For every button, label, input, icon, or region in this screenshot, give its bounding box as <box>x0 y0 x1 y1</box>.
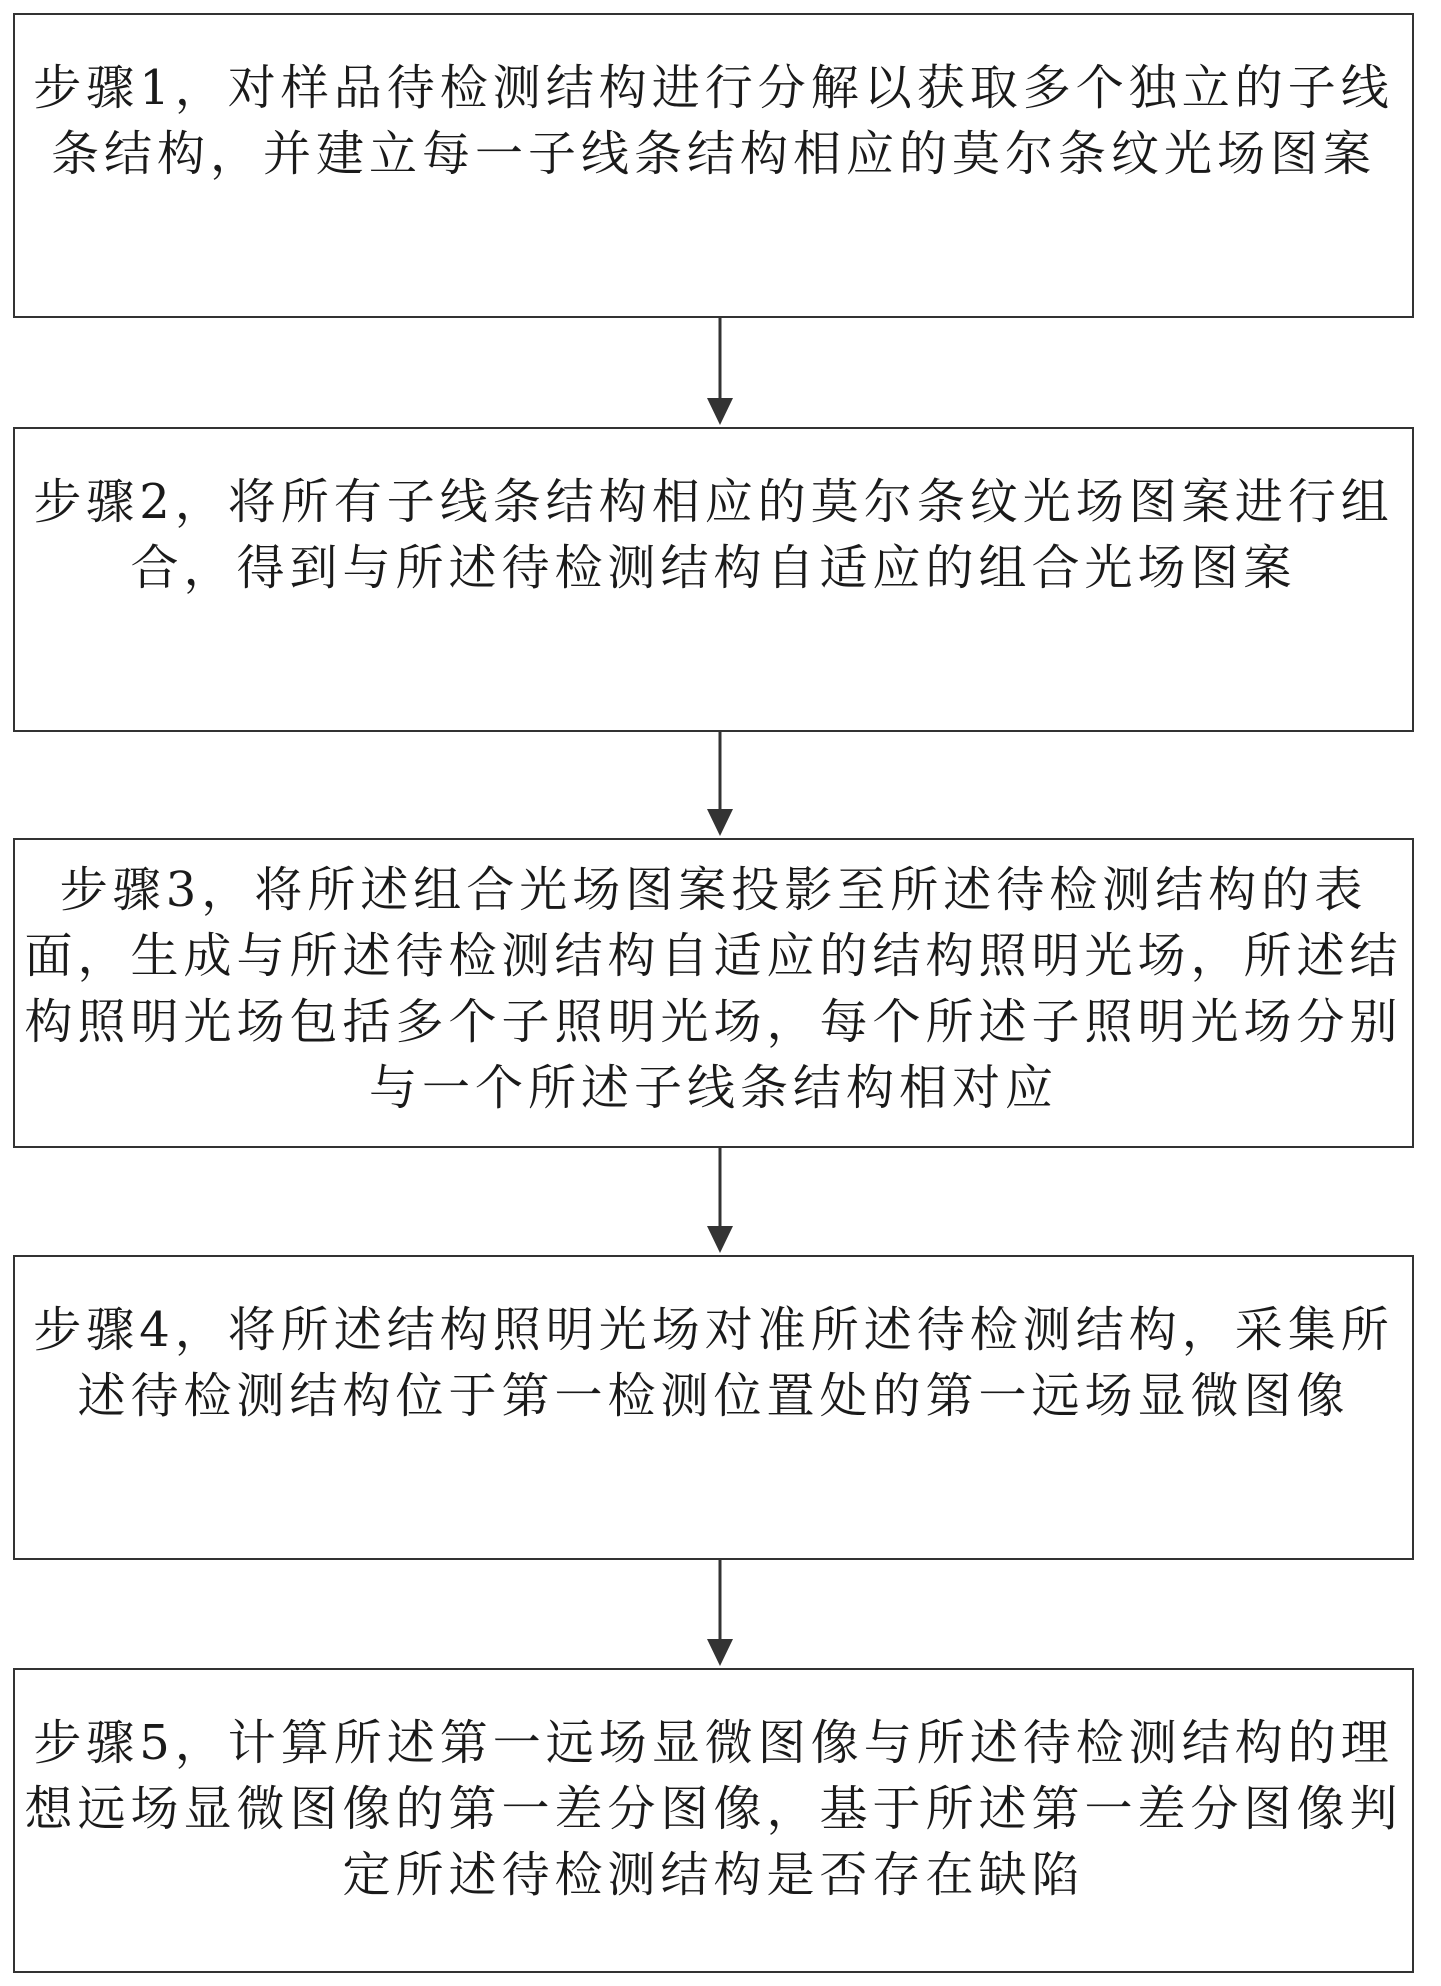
step-4-box <box>13 1255 1414 1560</box>
step-5-box <box>13 1668 1414 1973</box>
step-1-text: 步骤1，对样品待检测结构进行分解以获取多个独立的子线条结构，并建立每一子线条结构相应的莫尔条纹光场图案 <box>33 60 1394 182</box>
step-2-box <box>13 427 1414 732</box>
arrow-3-to-4 <box>707 1148 733 1253</box>
step-1-box <box>13 13 1414 318</box>
step-3-text: 步骤3，将所述组合光场图案投影至所述待检测结构的表面，生成与所述待检测结构自适应的结构照明光场，所述结构照明光场包括多个子照明光场，每个所述子照明光场分别与一个所述子线条结构相对应 <box>24 862 1403 1116</box>
step-4-text: 步骤4，将所述结构照明光场对准所述待检测结构，采集所述待检测结构位于第一检测位置处的第一远场显微图像 <box>33 1302 1394 1424</box>
arrow-1-to-2 <box>707 318 733 425</box>
arrow-2-to-3 <box>707 732 733 836</box>
step-3-box <box>13 838 1414 1148</box>
step-2-text: 步骤2，将所有子线条结构相应的莫尔条纹光场图案进行组合，得到与所述待检测结构自适应的组合光场图案 <box>33 474 1394 596</box>
step-5-text: 步骤5，计算所述第一远场显微图像与所述待检测结构的理想远场显微图像的第一差分图像，基于所述第一差分图像判定所述待检测结构是否存在缺陷 <box>24 1715 1403 1903</box>
arrow-4-to-5 <box>707 1560 733 1666</box>
